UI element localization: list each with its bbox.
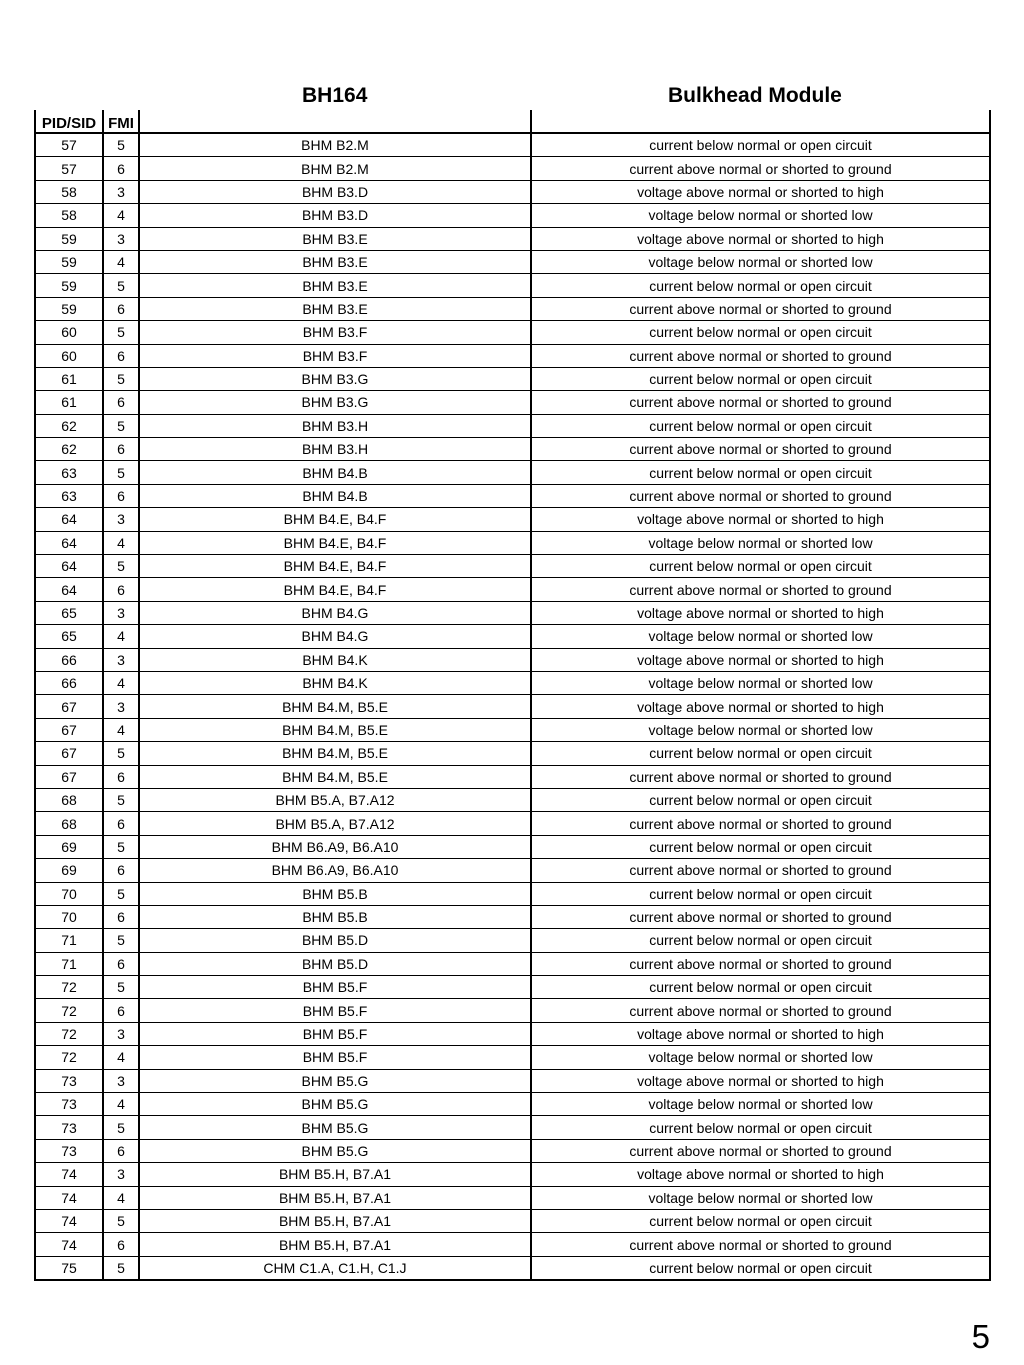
description-cell: voltage below normal or shorted low <box>531 204 990 227</box>
component-cell: BHM B3.E <box>139 274 531 297</box>
description-cell: current above normal or shorted to ground <box>531 391 990 414</box>
table-row <box>35 461 990 484</box>
table-body <box>35 133 990 1280</box>
fmi-cell: 3 <box>103 227 139 250</box>
table-row <box>35 204 990 227</box>
component-cell: BHM B4.M, B5.E <box>139 742 531 765</box>
description-cell: voltage above normal or shorted to high <box>531 508 990 531</box>
pid-sid-cell: 74 <box>35 1163 103 1186</box>
table-row <box>35 250 990 273</box>
fmi-cell: 4 <box>103 625 139 648</box>
pid-sid-cell: 58 <box>35 204 103 227</box>
description-cell: current below normal or open circuit <box>531 555 990 578</box>
description-cell: voltage above normal or shorted to high <box>531 1022 990 1045</box>
description-cell: voltage below normal or shorted low <box>531 671 990 694</box>
description-cell: current below normal or open circuit <box>531 133 990 157</box>
pid-sid-cell: 74 <box>35 1209 103 1232</box>
table-row <box>35 274 990 297</box>
component-cell: BHM B5.H, B7.A1 <box>139 1209 531 1232</box>
fmi-cell: 4 <box>103 531 139 554</box>
description-cell: voltage above normal or shorted to high <box>531 601 990 624</box>
module-name-title: Bulkhead Module <box>668 84 842 107</box>
table-row <box>35 812 990 835</box>
fmi-cell: 6 <box>103 297 139 320</box>
component-cell: BHM B4.B <box>139 484 531 507</box>
description-cell: voltage above normal or shorted to high <box>531 1069 990 1092</box>
fmi-cell: 5 <box>103 835 139 858</box>
table-row <box>35 367 990 390</box>
table-row <box>35 695 990 718</box>
component-cell: BHM B3.E <box>139 227 531 250</box>
table-row <box>35 601 990 624</box>
description-cell: voltage below normal or shorted low <box>531 625 990 648</box>
description-cell: current below normal or open circuit <box>531 929 990 952</box>
pid-sid-cell: 61 <box>35 367 103 390</box>
component-cell: BHM B3.G <box>139 391 531 414</box>
component-cell: BHM B5.F <box>139 999 531 1022</box>
table-row <box>35 1046 990 1069</box>
fmi-cell: 4 <box>103 718 139 741</box>
table-row <box>35 180 990 203</box>
table-row <box>35 1116 990 1139</box>
pid-sid-cell: 62 <box>35 438 103 461</box>
fmi-cell: 3 <box>103 180 139 203</box>
pid-sid-cell: 74 <box>35 1186 103 1209</box>
description-cell: current below normal or open circuit <box>531 461 990 484</box>
page-number: 5 <box>971 1318 990 1355</box>
description-cell: current below normal or open circuit <box>531 414 990 437</box>
pid-sid-cell: 59 <box>35 227 103 250</box>
pid-sid-cell: 59 <box>35 297 103 320</box>
component-cell: BHM B5.H, B7.A1 <box>139 1233 531 1256</box>
pid-sid-cell: 67 <box>35 765 103 788</box>
component-cell: BHM B4.M, B5.E <box>139 718 531 741</box>
table-row <box>35 531 990 554</box>
pid-sid-cell: 72 <box>35 976 103 999</box>
pid-sid-cell: 73 <box>35 1069 103 1092</box>
table-row <box>35 1069 990 1092</box>
component-cell: BHM B3.F <box>139 344 531 367</box>
component-cell: BHM B2.M <box>139 157 531 180</box>
description-cell: current below normal or open circuit <box>531 976 990 999</box>
description-cell: current above normal or shorted to ground <box>531 578 990 601</box>
component-cell: BHM B5.H, B7.A1 <box>139 1163 531 1186</box>
component-cell: BHM B5.A, B7.A12 <box>139 812 531 835</box>
table-header-row <box>35 110 990 133</box>
component-cell: BHM B4.M, B5.E <box>139 765 531 788</box>
pid-sid-cell: 59 <box>35 274 103 297</box>
fmi-cell: 4 <box>103 1093 139 1116</box>
table-row <box>35 859 990 882</box>
component-cell: BHM B5.G <box>139 1069 531 1092</box>
fmi-cell: 6 <box>103 905 139 928</box>
table-row <box>35 976 990 999</box>
fmi-cell: 4 <box>103 204 139 227</box>
pid-sid-cell: 67 <box>35 695 103 718</box>
description-cell: current below normal or open circuit <box>531 367 990 390</box>
pid-sid-cell: 73 <box>35 1116 103 1139</box>
fmi-cell: 6 <box>103 1233 139 1256</box>
table-row <box>35 508 990 531</box>
table-row <box>35 882 990 905</box>
pid-sid-cell: 64 <box>35 555 103 578</box>
component-cell: BHM B4.E, B4.F <box>139 508 531 531</box>
fmi-cell: 6 <box>103 578 139 601</box>
component-cell: BHM B3.D <box>139 204 531 227</box>
fmi-cell: 5 <box>103 321 139 344</box>
table-row <box>35 227 990 250</box>
pid-sid-cell: 72 <box>35 1022 103 1045</box>
table-row <box>35 484 990 507</box>
description-cell: voltage below normal or shorted low <box>531 250 990 273</box>
fmi-cell: 5 <box>103 1256 139 1280</box>
fmi-cell: 6 <box>103 765 139 788</box>
component-cell: BHM B4.E, B4.F <box>139 578 531 601</box>
description-cell: current above normal or shorted to ground <box>531 1233 990 1256</box>
fmi-cell: 5 <box>103 882 139 905</box>
table-row <box>35 438 990 461</box>
fmi-cell: 5 <box>103 976 139 999</box>
description-cell: current above normal or shorted to ground <box>531 438 990 461</box>
pid-sid-cell: 65 <box>35 601 103 624</box>
fmi-cell: 3 <box>103 1069 139 1092</box>
pid-sid-cell: 72 <box>35 999 103 1022</box>
fmi-cell: 6 <box>103 484 139 507</box>
component-cell: BHM B4.K <box>139 671 531 694</box>
component-cell: BHM B3.H <box>139 414 531 437</box>
table-row <box>35 742 990 765</box>
component-cell: BHM B4.G <box>139 601 531 624</box>
fmi-cell: 6 <box>103 344 139 367</box>
description-cell: voltage above normal or shorted to high <box>531 695 990 718</box>
component-cell: BHM B4.K <box>139 648 531 671</box>
description-cell: current above normal or shorted to ground <box>531 297 990 320</box>
component-cell: BHM B5.B <box>139 905 531 928</box>
component-cell: BHM B5.D <box>139 929 531 952</box>
table-row <box>35 391 990 414</box>
fmi-cell: 6 <box>103 859 139 882</box>
table-row <box>35 344 990 367</box>
table-row <box>35 1209 990 1232</box>
table-row <box>35 905 990 928</box>
table-row <box>35 1233 990 1256</box>
component-cell: BHM B5.G <box>139 1116 531 1139</box>
pid-sid-cell: 74 <box>35 1233 103 1256</box>
pid-sid-cell: 61 <box>35 391 103 414</box>
fmi-cell: 6 <box>103 1139 139 1162</box>
component-cell: BHM B5.A, B7.A12 <box>139 788 531 811</box>
table-row <box>35 835 990 858</box>
description-cell: current above normal or shorted to ground <box>531 952 990 975</box>
fmi-cell: 5 <box>103 742 139 765</box>
fmi-cell: 6 <box>103 999 139 1022</box>
pid-sid-cell: 65 <box>35 625 103 648</box>
table-row <box>35 671 990 694</box>
component-cell: BHM B4.E, B4.F <box>139 531 531 554</box>
fmi-cell: 6 <box>103 812 139 835</box>
fmi-cell: 5 <box>103 414 139 437</box>
description-cell: current below normal or open circuit <box>531 835 990 858</box>
table-row <box>35 929 990 952</box>
description-cell: current below normal or open circuit <box>531 1116 990 1139</box>
component-cell: BHM B5.D <box>139 952 531 975</box>
table-row <box>35 297 990 320</box>
description-cell: current above normal or shorted to ground <box>531 859 990 882</box>
table-row <box>35 157 990 180</box>
description-cell: voltage below normal or shorted low <box>531 718 990 741</box>
description-cell: voltage below normal or shorted low <box>531 1093 990 1116</box>
pid-sid-cell: 69 <box>35 835 103 858</box>
table-row <box>35 625 990 648</box>
component-cell: BHM B4.B <box>139 461 531 484</box>
component-cell: BHM B6.A9, B6.A10 <box>139 835 531 858</box>
fmi-cell: 5 <box>103 555 139 578</box>
pid-sid-cell: 73 <box>35 1093 103 1116</box>
description-cell: voltage below normal or shorted low <box>531 1186 990 1209</box>
description-header <box>531 110 990 133</box>
pid-sid-header: PID/SID <box>35 110 103 133</box>
fault-code-table <box>34 110 991 1281</box>
fmi-cell: 3 <box>103 695 139 718</box>
pid-sid-cell: 67 <box>35 718 103 741</box>
component-cell: BHM B3.E <box>139 297 531 320</box>
pid-sid-cell: 68 <box>35 812 103 835</box>
component-cell: BHM B4.E, B4.F <box>139 555 531 578</box>
fmi-cell: 6 <box>103 438 139 461</box>
description-cell: voltage below normal or shorted low <box>531 531 990 554</box>
table-row <box>35 1163 990 1186</box>
table-row <box>35 648 990 671</box>
pid-sid-cell: 59 <box>35 250 103 273</box>
pid-sid-cell: 68 <box>35 788 103 811</box>
pid-sid-cell: 75 <box>35 1256 103 1280</box>
component-cell: BHM B3.F <box>139 321 531 344</box>
fmi-cell: 5 <box>103 1209 139 1232</box>
component-cell: BHM B3.G <box>139 367 531 390</box>
fmi-cell: 6 <box>103 157 139 180</box>
pid-sid-cell: 58 <box>35 180 103 203</box>
component-cell: BHM B4.G <box>139 625 531 648</box>
table-row <box>35 1186 990 1209</box>
pid-sid-cell: 64 <box>35 508 103 531</box>
table-row <box>35 788 990 811</box>
fmi-cell: 6 <box>103 391 139 414</box>
table-row <box>35 952 990 975</box>
component-header <box>139 110 531 133</box>
pid-sid-cell: 57 <box>35 133 103 157</box>
pid-sid-cell: 72 <box>35 1046 103 1069</box>
fmi-cell: 5 <box>103 461 139 484</box>
fmi-cell: 4 <box>103 1186 139 1209</box>
description-cell: voltage above normal or shorted to high <box>531 1163 990 1186</box>
component-cell: BHM B5.F <box>139 1046 531 1069</box>
pid-sid-cell: 60 <box>35 321 103 344</box>
table-row <box>35 1256 990 1280</box>
fmi-cell: 5 <box>103 274 139 297</box>
pid-sid-cell: 70 <box>35 882 103 905</box>
fmi-cell: 4 <box>103 671 139 694</box>
description-cell: current above normal or shorted to ground <box>531 344 990 367</box>
pid-sid-cell: 69 <box>35 859 103 882</box>
table-row <box>35 1093 990 1116</box>
component-cell: BHM B3.H <box>139 438 531 461</box>
component-cell: BHM B5.F <box>139 1022 531 1045</box>
description-cell: current above normal or shorted to ground <box>531 765 990 788</box>
component-cell: BHM B5.H, B7.A1 <box>139 1186 531 1209</box>
description-cell: current below normal or open circuit <box>531 321 990 344</box>
component-cell: BHM B6.A9, B6.A10 <box>139 859 531 882</box>
table-row <box>35 578 990 601</box>
component-cell: BHM B3.D <box>139 180 531 203</box>
fmi-cell: 3 <box>103 508 139 531</box>
table-row <box>35 765 990 788</box>
pid-sid-cell: 64 <box>35 531 103 554</box>
table-row <box>35 718 990 741</box>
description-cell: current below normal or open circuit <box>531 788 990 811</box>
pid-sid-cell: 73 <box>35 1139 103 1162</box>
fmi-cell: 5 <box>103 788 139 811</box>
fmi-cell: 5 <box>103 929 139 952</box>
component-cell: BHM B5.G <box>139 1139 531 1162</box>
pid-sid-cell: 71 <box>35 929 103 952</box>
fmi-cell: 5 <box>103 1116 139 1139</box>
pid-sid-cell: 60 <box>35 344 103 367</box>
fmi-cell: 3 <box>103 601 139 624</box>
pid-sid-cell: 57 <box>35 157 103 180</box>
component-cell: BHM B4.M, B5.E <box>139 695 531 718</box>
component-cell: BHM B5.F <box>139 976 531 999</box>
pid-sid-cell: 63 <box>35 461 103 484</box>
fmi-cell: 3 <box>103 1022 139 1045</box>
fmi-cell: 3 <box>103 648 139 671</box>
table-row <box>35 555 990 578</box>
fmi-cell: 5 <box>103 367 139 390</box>
pid-sid-cell: 70 <box>35 905 103 928</box>
module-id-title: BH164 <box>302 84 368 107</box>
fmi-cell: 4 <box>103 1046 139 1069</box>
table-row <box>35 999 990 1022</box>
fmi-header: FMI <box>103 110 139 133</box>
pid-sid-cell: 71 <box>35 952 103 975</box>
table-row <box>35 321 990 344</box>
description-cell: current below normal or open circuit <box>531 742 990 765</box>
description-cell: current below normal or open circuit <box>531 1256 990 1280</box>
component-cell: BHM B5.G <box>139 1093 531 1116</box>
table-row <box>35 133 990 157</box>
pid-sid-cell: 66 <box>35 648 103 671</box>
table-row <box>35 1022 990 1045</box>
pid-sid-cell: 64 <box>35 578 103 601</box>
component-cell: BHM B3.E <box>139 250 531 273</box>
component-cell: BHM B5.B <box>139 882 531 905</box>
description-cell: current above normal or shorted to ground <box>531 905 990 928</box>
description-cell: voltage above normal or shorted to high <box>531 648 990 671</box>
pid-sid-cell: 63 <box>35 484 103 507</box>
table-row <box>35 1139 990 1162</box>
fmi-cell: 4 <box>103 250 139 273</box>
description-cell: current below normal or open circuit <box>531 882 990 905</box>
description-cell: current above normal or shorted to ground <box>531 999 990 1022</box>
description-cell: voltage above normal or shorted to high <box>531 227 990 250</box>
pid-sid-cell: 66 <box>35 671 103 694</box>
description-cell: current above normal or shorted to ground <box>531 812 990 835</box>
description-cell: voltage above normal or shorted to high <box>531 180 990 203</box>
table-row <box>35 414 990 437</box>
component-cell: CHM C1.A, C1.H, C1.J <box>139 1256 531 1280</box>
pid-sid-cell: 67 <box>35 742 103 765</box>
fmi-cell: 5 <box>103 133 139 157</box>
description-cell: current above normal or shorted to ground <box>531 484 990 507</box>
component-cell: BHM B2.M <box>139 133 531 157</box>
description-cell: current above normal or shorted to ground <box>531 157 990 180</box>
fmi-cell: 6 <box>103 952 139 975</box>
pid-sid-cell: 62 <box>35 414 103 437</box>
description-cell: current below normal or open circuit <box>531 1209 990 1232</box>
description-cell: current above normal or shorted to ground <box>531 1139 990 1162</box>
description-cell: current below normal or open circuit <box>531 274 990 297</box>
description-cell: voltage below normal or shorted low <box>531 1046 990 1069</box>
fmi-cell: 3 <box>103 1163 139 1186</box>
